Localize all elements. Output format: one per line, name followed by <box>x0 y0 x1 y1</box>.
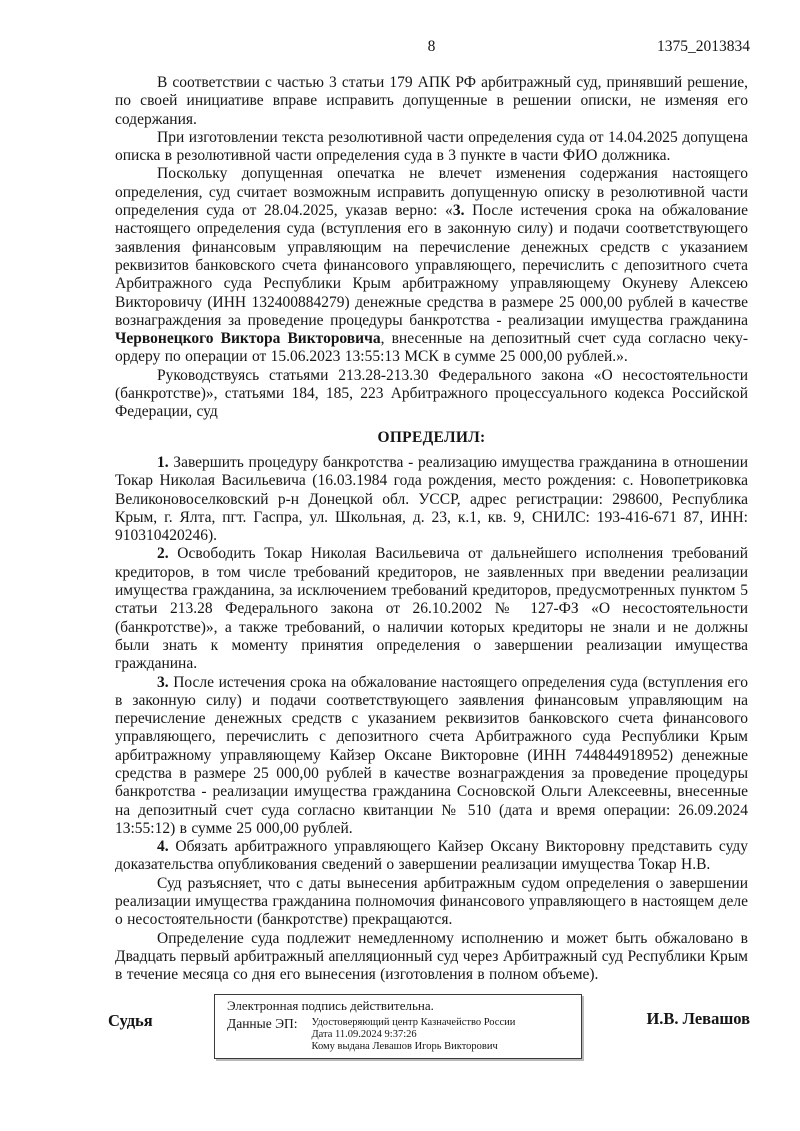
stamp-detail-line: Кому выдана Левашов Игорь Викторович <box>311 1041 498 1053</box>
ruling-heading <box>115 429 748 447</box>
stamp-detail-line: Дата 11.09.2024 9:37:26 <box>311 1028 417 1040</box>
text-segment: Завершить процедуру банкротства - реализацию имущества гражданина в отношении Токар Николая Васильевича (16.03.1984 года рождения, место рождения: с. Новопетриковка Великоновоселковский р-н Донецкой обл. УССР, адрес регистрации: 298600, Республика Крым, г. Ялта, пгт. Гаспра, ул. Школьная, д. 23, к.1, кв. 9, СНИЛС: 193-416-671 87, ИНН: 910310420246). <box>115 453 748 545</box>
paragraph <box>115 454 748 545</box>
bold-text-segment: 2. <box>157 545 169 563</box>
page-header <box>115 38 748 57</box>
text-segment: Освободить Токар Николая Васильевича от дальнейшего исполнения требований кредиторов, в том числе требований кредиторов, не заявленных при введении реализации имущества гражданина, за исключением требований кредиторов, предусмотренных пунктом 5 статьи 213.28 Федерального закона от 26.10.2002 № 127-ФЗ «О несостоятельности (банкротстве)», а также требований, о наличии которых кредиторы не знали и не должны были знать к моменту принятия определения о завершении реализации имущества гражданина. <box>115 545 748 673</box>
stamp-detail-line: Удостоверяющий центр Казначейство России <box>311 1016 516 1028</box>
text-segment: Руководствуясь статьями 213.28-213.30 Федерального закона «О несостоятельности (банкротстве)», статьями 184, 185, 223 Арбитражного процессуального кодекса Российской Федерации, суд <box>115 366 748 421</box>
page-number: 8 <box>427 38 436 55</box>
text-segment: Поскольку допущенная опечатка не влечет изменения содержания настоящего определения, суд считает возможным исправить допущенную описку в резолютивной части определения суда от 28.04.2025, указав верно: « <box>115 165 748 220</box>
paragraph <box>115 875 748 930</box>
paragraph <box>115 545 748 673</box>
paragraph <box>115 838 748 875</box>
text-segment: При изготовлении текста резолютивной части определения суда от 14.04.2025 допущена описка в резолютивной части определения суда в 3 пункте в части ФИО должника. <box>115 128 748 165</box>
text-segment: После истечения срока на обжалование настоящего определения суда (вступления его в законную силу) и подачи соответствующего заявления финансовым управляющим на перечисление денежных средств с указанием реквизитов банковского счета финансового управляющего, перечислить с депозитного счета Арбитражного суда Республики Крым арбитражному управляющему Кайзер Оксане Викторовне (ИНН 744844918952) денежные средства в размере 25 000,00 рублей в качестве вознаграждения за проведение процедуры банкротства - реализации имущества гражданина Сосновской Ольги Алексеевны, внесенные на депозитный счет суда согласно квитанции № 510 (дата и время операции: 26.09.2024 13:55:12) в сумме 25 000,00 рублей. <box>115 673 748 837</box>
bold-text-segment: 3. <box>157 673 169 691</box>
text-segment: Обязать арбитражного управляющего Кайзер Оксану Викторовну представить суду доказательства опубликования сведений о завершении реализации имущества Токар Н.В. <box>115 838 748 874</box>
judge-name: И.В. Левашов <box>646 1008 750 1028</box>
text-segment: , внесенные на депозитный счет суда согласно чеку-ордеру по операции от 15.06.2023 13:55:13 МСК в сумме 25 000,00 рублей.». <box>115 330 748 366</box>
text-segment: Суд разъясняет, что с даты вынесения арбитражным судом определения о завершении реализации имущества гражданина полномочия финансового управляющего в настоящем деле о несостоятельности (банкротстве) прекращаются. <box>115 874 748 929</box>
paragraph <box>115 930 748 985</box>
stamp-data-row <box>227 1016 571 1054</box>
paragraph <box>115 74 748 129</box>
bold-text-segment: ОПРЕДЕЛИЛ: <box>377 428 486 446</box>
text-segment: После истечения срока на обжалование настоящего определения суда (вступления его в законную силу) и подачи соответствующего заявления финансовым управляющим на перечисление денежных средств с указанием реквизитов банковского счета финансового управляющего, перечислить с депозитного счета Арбитражного суда Республики Крым арбитражному управляющему Окуневу Алексею Викторовичу (ИНН 132400884279) денежные средства в размере 25 000,00 рублей в качестве вознаграждения за проведение процедуры банкротства - реализации имущества гражданина <box>115 202 748 329</box>
case-number: 1375_2013834 <box>657 38 750 55</box>
paragraph <box>115 165 748 366</box>
judge-label: Судья <box>108 1010 153 1030</box>
paragraph <box>115 367 748 422</box>
stamp-details <box>312 1016 516 1054</box>
paragraph <box>115 674 748 839</box>
text-segment: В соответствии с частью 3 статьи 179 АПК РФ арбитражный суд, принявший решение, по своей инициативе вправе исправить допущенные в решении описки, не изменяя его содержания. <box>115 74 748 128</box>
paragraph <box>115 129 748 166</box>
signature-block <box>108 994 750 1084</box>
bold-text-segment: 3. <box>452 202 465 220</box>
text-segment: Определение суда подлежит немедленному исполнению и может быть обжаловано в Двадцать первый арбитражный апелляционный суд через Арбитражный суд Республики Крым в течение месяца со дня его вынесения (изготовления в полном объеме). <box>115 929 748 984</box>
document-body <box>115 74 748 985</box>
stamp-data-label: Данные ЭП: <box>227 1015 298 1031</box>
bold-text-segment: 4. <box>157 838 169 856</box>
stamp-validity-text: Электронная подпись действительна. <box>227 997 434 1013</box>
bold-text-segment: Червонецкого Виктора Викторовича <box>115 330 381 348</box>
bold-text-segment: 1. <box>157 453 169 471</box>
signature-stamp <box>214 994 582 1059</box>
